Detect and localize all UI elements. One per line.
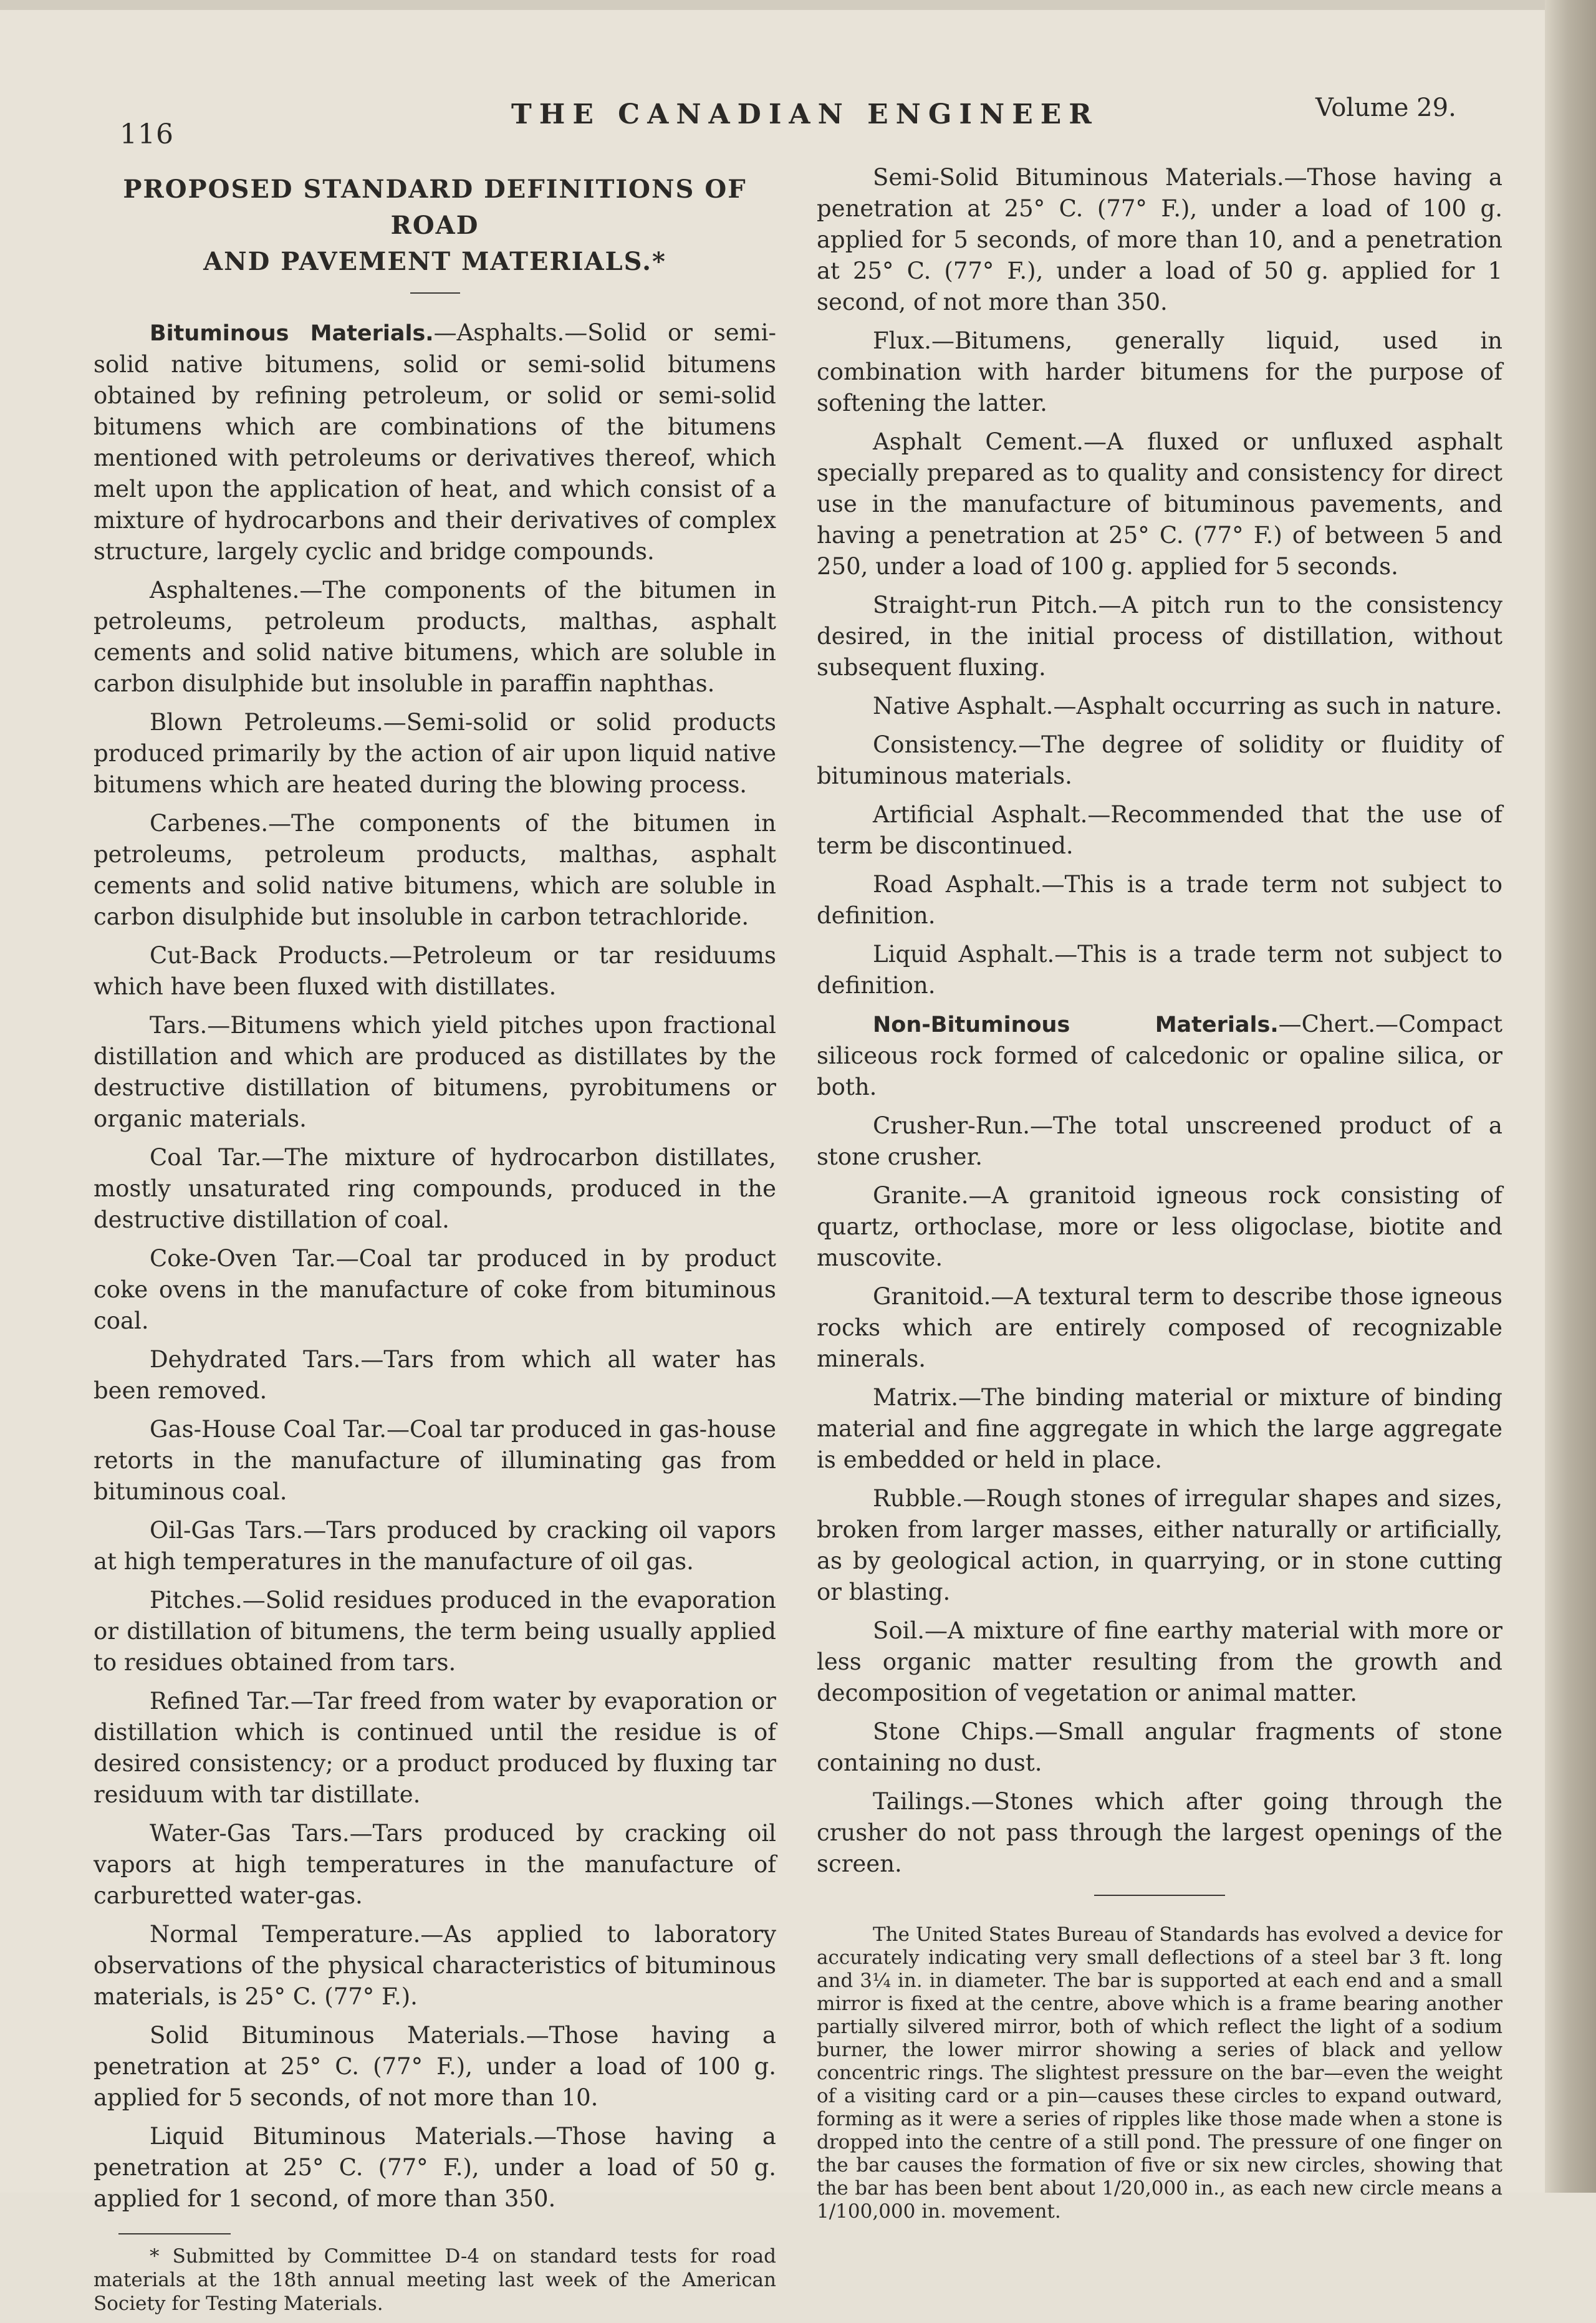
paragraph-coal-tar: Coal Tar.—The mixture of hydrocarbon distillates, mostly unsaturated ring compounds, produced in the destructive distillation of coal. [94, 1144, 776, 1233]
paragraph-dehydrated-tars: Dehydrated Tars.—Tars from which all water has been removed. [94, 1346, 776, 1404]
volume-label: Volume 29. [1315, 94, 1456, 122]
section-divider [1094, 1895, 1225, 1896]
paragraph-asphalt-cement: Asphalt Cement.—A fluxed or unfluxed asphalt specially prepared as to quality and consistency for direct use in the manufacture of bituminous pavements, and having a penetration at 25° C. (77° F.) of between 5 and 250, under a load of 100 g. applied for 5 seconds. [817, 428, 1502, 580]
paragraph-tars: Tars.—Bitumens which yield pitches upon fractional distillation and which are produced as distillates by the destructive distillation of bitumens, pyrobitumens or organic materials. [94, 1012, 776, 1132]
paragraph-crusher-run: Crusher-Run.—The total unscreened product of a stone crusher. [817, 1112, 1502, 1170]
paragraph-rubble: Rubble.—Rough stones of irregular shapes and sizes, broken from larger masses, either naturally or artificially, as by geological action, in quarrying, or in stone cutting or blasting. [817, 1485, 1502, 1605]
journal-title: THE CANADIAN ENGINEER [511, 99, 1099, 130]
section-head-non-bituminous: Non-Bituminous Materials. [873, 1012, 1279, 1037]
paragraph-straight-run-pitch: Straight-run Pitch.—A pitch run to the consistency desired, in the initial process of distillation, without subsequent fluxing. [817, 592, 1502, 681]
paragraph-flux: Flux.—Bitumens, generally liquid, used in combination with harder bitumens for the purpose of softening the latter. [817, 327, 1502, 416]
paragraph-gas-house-coal-tar: Gas-House Coal Tar.—Coal tar produced in gas-house retorts in the manufacture of illuminating gas from bituminous coal. [94, 1416, 776, 1505]
paragraph-granitoid: Granitoid.—A textural term to describe those igneous rocks which are entirely composed of recognizable minerals. [817, 1283, 1502, 1372]
title-line-2: AND PAVEMENT MATERIALS.* [203, 247, 666, 276]
asphalts-text: —Asphalts.—Solid or semi-solid native bitumens, solid or semi-solid bitumens obtained by refining petroleum, or solid or semi-solid bitumens which are combinations of the bitumens mentioned with petroleums or derivatives thereof, which melt upon the application of heat, and which consist of a mixture of hydrocarbons and their derivatives of complex structure, largely cyclic and bridge compounds. [94, 319, 777, 565]
paragraph-normal-temperature: Normal Temperature.—As applied to laboratory observations of the physical characteristics of bituminous materials, is 25° C. (77° F.). [94, 1921, 776, 2010]
paragraph-artificial-asphalt: Artificial Asphalt.—Recommended that the use of term be discontinued. [817, 801, 1502, 859]
title-rule [410, 292, 460, 294]
paragraph-liquid-bituminous: Liquid Bituminous Materials.—Those having a penetration at 25° C. (77° F.), under a load of 50 g. applied for 1 second, of more than 350. [94, 2123, 776, 2212]
paragraph-asphaltenes: Asphaltenes.—The components of the bitumen in petroleums, petroleum products, malthas, asphalt cements and solid native bitumens, which are soluble in carbon disulphide but insoluble in paraffin naphthas. [94, 577, 776, 697]
left-column [94, 171, 776, 2323]
footnote-rule [118, 2233, 231, 2234]
paragraph-liquid-asphalt: Liquid Asphalt.—This is a trade term not subject to definition. [817, 941, 1502, 999]
paragraph-chert [817, 1009, 1502, 1103]
paragraph-coke-oven-tar: Coke-Oven Tar.—Coal tar produced in by product coke ovens in the manufacture of coke from bituminous coal. [94, 1245, 776, 1334]
paragraph-road-asphalt: Road Asphalt.—This is a trade term not subject to definition. [817, 871, 1502, 929]
paragraph-pitches: Pitches.—Solid residues produced in the evaporation or distillation of bitumens, the term being usually applied to residues obtained from tars. [94, 1587, 776, 1676]
paragraph-water-gas-tars: Water-Gas Tars.—Tars produced by cracking oil vapors at high temperatures in the manufacture of carburetted water-gas. [94, 1820, 776, 1909]
paragraph-stone-chips: Stone Chips.—Small angular fragments of stone containing no dust. [817, 1718, 1502, 1776]
news-note: The United States Bureau of Standards has evolved a device for accurately indicating very small deflections of a steel bar 3 ft. long and 3¼ in. in diameter. The bar is supported at each end and a small mirror is fixed at the centre, above which is a frame bearing another partially silvered mirror, both of which reflect the light of a sodium burner, the lower mirror showing a series of black and yellow concentric rings. The slightest pressure on the bar—even the weight of a visiting card or a pin—causes these circles to expand outward, forming as it were a series of ripples like those made when a stone is dropped into the centre of a still pond. The pressure of one finger on the bar causes the formation of five or six new circles, showing that the bar has been bent about 1/20,000 in., as each new circle means a 1/100,000 in. movement. [817, 1923, 1502, 2223]
page-number: 116 [120, 118, 174, 150]
paragraph-granite: Granite.—A granitoid igneous rock consisting of quartz, orthoclase, more or less oligoclase, biotite and muscovite. [817, 1182, 1502, 1271]
binding-edge [1545, 0, 1596, 2193]
article-title [94, 171, 776, 280]
paragraph-soil: Soil.—A mixture of fine earthy material with more or less organic matter resulting from the growth and decomposition of vegetation or animal matter. [817, 1617, 1502, 1706]
page-header [0, 94, 1545, 150]
paragraph-tailings: Tailings.—Stones which after going through the crusher do not pass through the largest openings of the screen. [817, 1788, 1502, 1877]
top-rule [0, 0, 1545, 10]
paragraph-refined-tar: Refined Tar.—Tar freed from water by evaporation or distillation which is continued until the residue is of desired consistency; or a product produced by fluxing tar residuum with tar distillate. [94, 1688, 776, 1808]
paragraph-asphalts [94, 317, 776, 567]
right-column [817, 162, 1502, 2231]
paragraph-semi-solid-bituminous: Semi-Solid Bituminous Materials.—Those having a penetration at 25° C. (77° F.), under a load of 100 g. applied for 5 seconds, of more than 10, and a penetration at 25° C. (77° F.), under a load of 50 g. applied for 1 second, of not more than 350. [817, 164, 1502, 315]
paragraph-blown-petroleums: Blown Petroleums.—Semi-solid or solid products produced primarily by the action of air upon liquid native bitumens which are heated during the blowing process. [94, 709, 776, 798]
paragraph-cut-back-products: Cut-Back Products.—Petroleum or tar residuums which have been fluxed with distillates. [94, 942, 776, 1000]
chert-text: —Chert.—Compact siliceous rock formed of calcedonic or opaline silica, or both. [817, 1011, 1502, 1100]
paragraph-solid-bituminous: Solid Bituminous Materials.—Those having a penetration at 25° C. (77° F.), under a load of 100 g. applied for 5 seconds, of not more than 10. [94, 2022, 776, 2111]
section-head-bituminous: Bituminous Materials. [150, 321, 434, 346]
paragraph-oil-gas-tars: Oil-Gas Tars.—Tars produced by cracking oil vapors at high temperatures in the manufacture of oil gas. [94, 1517, 776, 1575]
paragraph-native-asphalt: Native Asphalt.—Asphalt occurring as such in nature. [873, 693, 1502, 719]
title-line-1: PROPOSED STANDARD DEFINITIONS OF ROAD [123, 175, 747, 240]
paragraph-consistency: Consistency.—The degree of solidity or fluidity of bituminous materials. [817, 731, 1502, 789]
paragraph-matrix: Matrix.—The binding material or mixture of binding material and fine aggregate in which the large aggregate is embedded or held in place. [817, 1384, 1502, 1473]
paragraph-carbenes: Carbenes.—The components of the bitumen in petroleums, petroleum products, malthas, asphalt cements and solid native bitumens, which are soluble in carbon disulphide but insoluble in carbon tetrachloride. [94, 810, 776, 930]
footnote: * Submitted by Committee D-4 on standard tests for road materials at the 18th annual meeting last week of the American Society for Testing Materials. [94, 2245, 776, 2315]
